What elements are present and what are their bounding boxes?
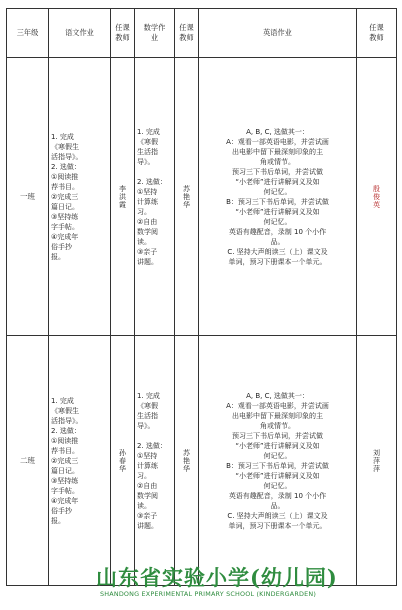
- chinese-teacher: 孙春华: [111, 336, 135, 586]
- class-name: 二班: [7, 336, 49, 586]
- watermark-cn: 山东省实验小学(幼儿园): [96, 565, 338, 590]
- math-homework: 1. 完成 《寒假 生活指 导》。 2. 选做： ①坚持 计算练 习。 ②自由 数学阅 读。 ③亲子 讲题。: [135, 336, 175, 586]
- header-chinese-teacher: 任课 教师: [111, 9, 135, 58]
- english-teacher: 殷俊英: [357, 58, 397, 336]
- header-grade: 三年级: [7, 9, 49, 58]
- header-chinese: 语文作业: [49, 9, 111, 58]
- english-homework: A, B, C, 选做其一： A：观看一部英语电影，并尝试画 出电影中留下最深刻印象的主 角或情节。 预习三下书后单词，并尝试做 “小老师”进行讲解词义及如 何记忆。 B：预习三下书后单词，并尝试做 “小老师”进行讲解词义及如 何记忆。 英语有趣配音，录制 10 个小作 品。 C. 坚持大声朗读三（上）课文及 单词，预习下册课本一个单元。: [199, 58, 357, 336]
- header-english: 英语作业: [199, 9, 357, 58]
- chinese-homework: 1. 完成 《寒假生 活指导》。 2. 选做： ①阅读推 荐书目。 ②完成三 篇日记。 ③坚持练 字手帖。 ④完成年 俗手抄 报。: [49, 336, 111, 586]
- table-row: [7, 336, 397, 586]
- chinese-teacher: 李洪霞: [111, 58, 135, 336]
- math-homework: 1. 完成 《寒假 生活指 导》。 2. 选做： ①坚持 计算练 习。 ②自由 数学阅 读。 ③亲子 讲题。: [135, 58, 175, 336]
- math-teacher: 苏艳华: [175, 336, 199, 586]
- chinese-homework: 1. 完成 《寒假生 活指导》。 2. 选做： ①阅读推 荐书目。 ②完成三 篇日记。 ③坚持练 字手帖。 ④完成年 俗手抄 报。: [49, 58, 111, 336]
- class-name: 一班: [7, 58, 49, 336]
- watermark-en: SHANDONG EXPERIMENTAL PRIMARY SCHOOL (KINDERGARDEN): [100, 590, 317, 598]
- english-teacher: 刘萍萍: [357, 336, 397, 586]
- school-watermark: [96, 566, 396, 599]
- math-teacher: 苏艳华: [175, 58, 199, 336]
- table-row: [7, 58, 397, 336]
- homework-table: [6, 8, 397, 586]
- header-english-teacher: 任课 教师: [357, 9, 397, 58]
- english-homework: A, B, C, 选做其一： A：观看一部英语电影，并尝试画 出电影中留下最深刻印象的主 角或情节。 预习三下书后单词，并尝试做 “小老师”进行讲解词义及如 何记忆。 B：预习三下书后单词，并尝试做 “小老师”进行讲解词义及如 何记忆。 英语有趣配音，录制 10 个小作 品。 C. 坚持大声朗读三（上）课文及 单词，预习下册课本一个单元。: [199, 336, 357, 586]
- header-math: 数学作 业: [135, 9, 175, 58]
- header-math-teacher: 任课 教师: [175, 9, 199, 58]
- header-row: [7, 9, 397, 58]
